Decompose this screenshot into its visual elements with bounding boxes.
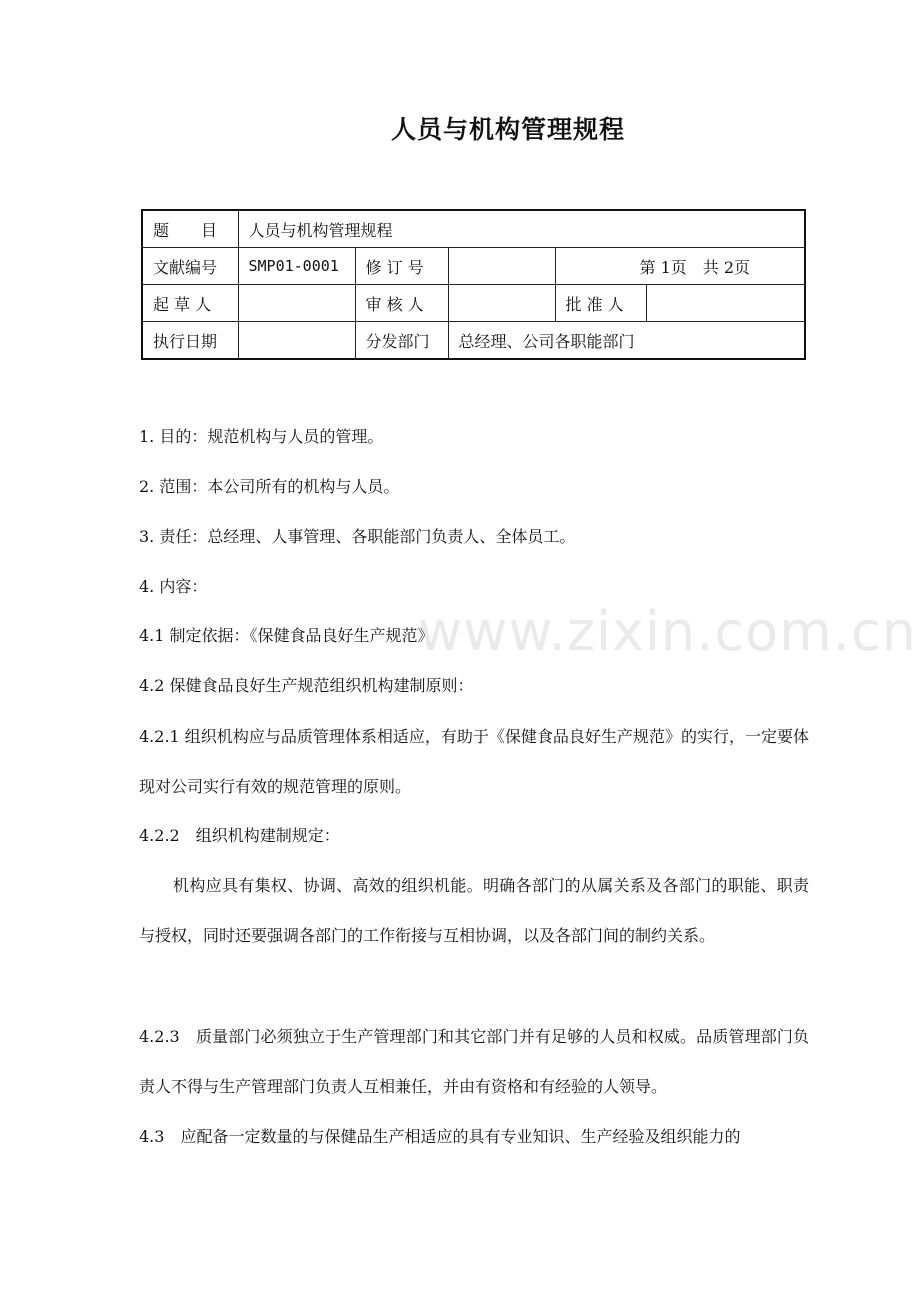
- revision-value: [448, 248, 555, 285]
- section-scope: 2. 范围：本公司所有的机构与人员。: [139, 477, 400, 496]
- section-4-2-2-text: 机构应具有集权、协调、高效的组织机能。明确各部门的从属关系及各部门的职能、职责与授权，同时还要强调各部门的工作衔接与互相协调，以及各部门间的制约关系。: [139, 876, 809, 945]
- section-responsibility: 3. 责任：总经理、人事管理、各职能部门负责人、全体员工。: [139, 527, 576, 546]
- doc-no-value: SMP01-0001: [238, 248, 355, 285]
- section-4-2: 4.2 保健食品良好生产规范组织机构建制原则：: [139, 676, 474, 695]
- dept-value: 总经理、公司各职能部门: [448, 322, 805, 360]
- drafter-label: 起 草 人: [142, 285, 238, 322]
- document-title: 人员与机构管理规程: [390, 115, 625, 144]
- title-value: 人员与机构管理规程: [238, 210, 805, 248]
- meta-row-docno: [142, 248, 805, 285]
- approver-label: 批 准 人: [555, 285, 646, 322]
- dept-label: 分发部门: [355, 322, 448, 360]
- drafter-value: [238, 285, 355, 322]
- page-info: 第 1页 共 2页: [555, 248, 805, 285]
- date-label: 执行日期: [142, 322, 238, 360]
- meta-row-signoff: [142, 285, 805, 322]
- doc-no-label: 文献编号: [142, 248, 238, 285]
- section-4-1: 4.1 制定依据：《保健食品良好生产规范》: [139, 626, 434, 645]
- title-label: 题 目: [142, 210, 238, 248]
- section-purpose: 1. 目的：规范机构与人员的管理。: [139, 427, 384, 446]
- reviewer-label: 审 核 人: [355, 285, 448, 322]
- section-4-3: 4.3 应配备一定数量的与保健品生产相适应的具有专业知识、生产经验及组织能力的: [139, 1127, 741, 1146]
- watermark: www.zixin.com.cn: [418, 600, 917, 663]
- section-content: 4. 内容：: [139, 577, 208, 596]
- meta-row-date: [142, 322, 805, 360]
- section-4-2-3: 4.2.3 质量部门必须独立于生产管理部门和其它部门并有足够的人员和权威。品质管理部门负责人不得与生产管理部门负责人互相兼任，并由有资格和有经验的人领导。: [139, 1027, 809, 1096]
- document-meta-table: [141, 209, 806, 360]
- approver-value: [646, 285, 805, 322]
- meta-row-title: [142, 210, 805, 248]
- reviewer-value: [448, 285, 555, 322]
- revision-label: 修 订 号: [355, 248, 448, 285]
- date-value: [238, 322, 355, 360]
- section-4-2-1: 4.2.1 组织机构应与品质管理体系相适应，有助于《保健食品良好生产规范》的实行，一定要体现对公司实行有效的规范管理的原则。: [139, 727, 809, 796]
- section-4-2-2: 4.2.2 组织机构建制规定：: [139, 826, 340, 845]
